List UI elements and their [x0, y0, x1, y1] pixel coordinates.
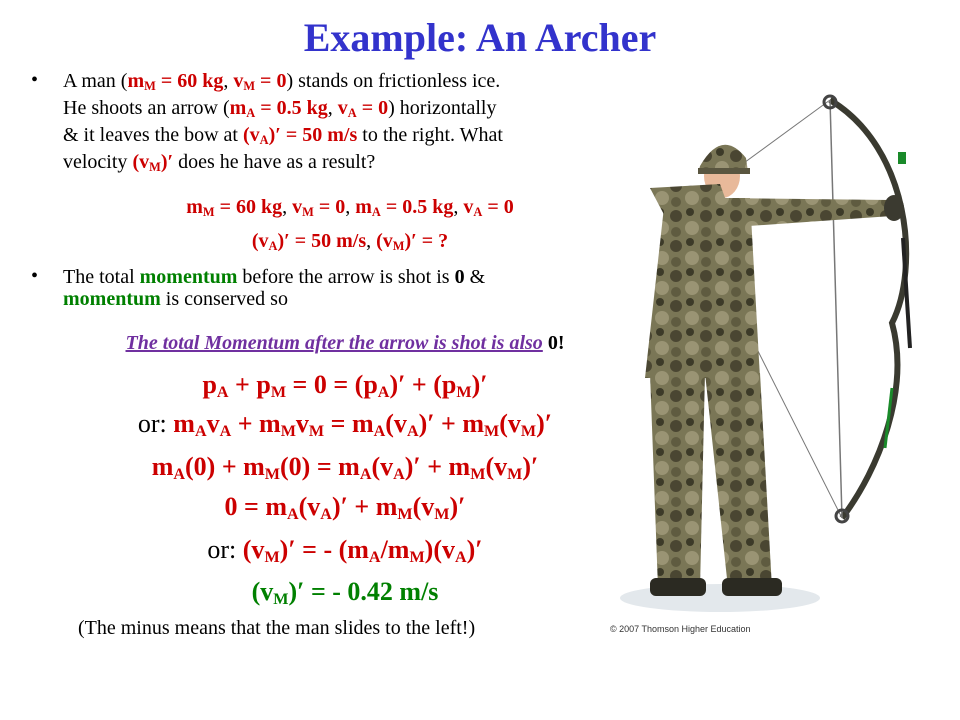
- equation-3: $m_A(0) + m_M(0) = m_A(v_A)' + m_M(v_M)'$: [151, 452, 539, 484]
- bullet-marker-2: •: [31, 265, 39, 287]
- equation-2: or: $m_Av_A + m_Mv_M = m_A(v_A)' + m_M(v_M)'$: [137, 409, 553, 441]
- right-leg: [705, 373, 772, 588]
- equation-4: $0 = m_A(v_A)' + m_M(v_M)'$: [224, 492, 466, 524]
- right-boot: [722, 578, 782, 596]
- momentum-statement: The total momentum before the arrow is shot is 0 & momentum is conserved so: [63, 266, 486, 310]
- slide-title: Example: An Archer: [303, 15, 657, 60]
- given-values-line-1: $m_M = 60$ kg, $v_M = 0$, $m_A = 0.5$ kg, $v_A = 0$: [186, 196, 514, 220]
- equation-1: $p_A + p_M = 0 = (p_A)' + (p_M)'$: [202, 370, 488, 402]
- hand: [884, 195, 904, 221]
- problem-statement: A man ($m_M = 60$ kg, $v_M = 0$) stands on frictionless ice. He shoots an arrow ($m_A = 0.5$ kg, $v_A = 0$) horizontally & it leaves the bow at $(v_A)' = 50$ m/s to the right. What velocity $(v_M)'$ does he have as a result?: [63, 70, 503, 175]
- equation-5: or: $(v_M)'$ = - $(m_A/m_M)(v_A)'$: [207, 535, 483, 567]
- conclusion-line: The total Momentum after the arrow is shot is also 0!: [125, 332, 565, 354]
- given-values-line-2: $(v_A)' = 50$ m/s, $(v_M)'$ = ?: [251, 230, 449, 254]
- explanation-note: (The minus means that the man slides to the left!): [78, 617, 476, 639]
- result-equation: $(v_M)'$ = - 0.42 m/s: [251, 577, 439, 609]
- bullet-marker-1: •: [31, 69, 39, 91]
- image-credit: © 2007 Thomson Higher Education: [610, 624, 751, 634]
